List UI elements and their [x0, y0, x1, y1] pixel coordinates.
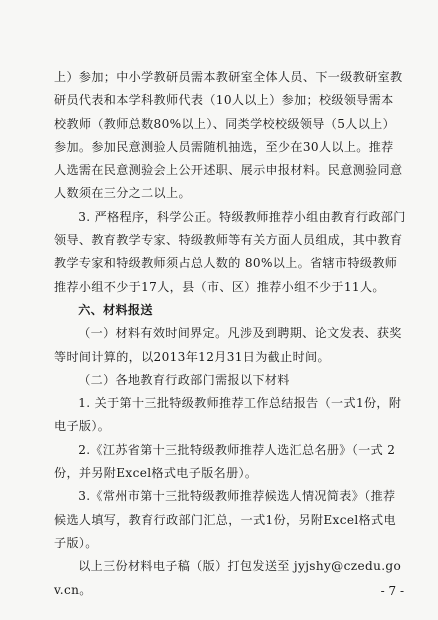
paragraph-procedure: 3. 严格程序，科学公正。特级教师推荐小组由教育行政部门领导、教育教学专家、特级教师等有关方面人员组成，其中教育教学专家和特级教师须占总人数的 80%以上。省辖市特级教师推荐小组不少于17人，县（市、区）推荐小组不少于11人。 [54, 209, 406, 294]
section-heading-materials: 六、材料报送 [78, 302, 153, 317]
material-item-1: 1. 关于第十三批特级教师推荐工作总结报告（一式1份，附电子版）。 [54, 396, 402, 434]
material-item-2: 2.《江苏省第十三批特级教师推荐人选汇总名册》（一式 2份，并另附Excel格式电子版名册）。 [54, 442, 396, 481]
body-text [54, 66, 406, 602]
page-number: - 7 - [380, 584, 404, 598]
paragraph-required-materials: （二）各地教育行政部门需报以下材料 [78, 372, 290, 387]
paragraph-participation: 上）参加；中小学教研员需本教研室全体人员、下一级教研室教研员代表和本学科教师代表（10人以上）参加；校级领导需本校教师（教师总数80%以上）、同类学校校级领导（5人以上）参加。参加民意测验人员需随机抽选，至少在30人以上。推荐人选需在民意测验会上公开述职、展示申报材料。民意测验同意人数须在三分之二以上。 [54, 70, 403, 201]
material-item-3: 3.《常州市第十三批特级教师推荐候选人情况简表》（推荐候选人填写，教育行政部门汇总，一式1份，另附Excel格式电子版）。 [54, 489, 396, 550]
paragraph-validity-period: （一）材料有效时间界定。凡涉及到聘期、论文发表、获奖等时间计算的，以2013年12月31日为截止时间。 [54, 326, 402, 364]
paragraph-submission-email: 以上三份材料电子稿（版）打包发送至 jyjshy@czedu.gov.cn。 [54, 559, 402, 597]
